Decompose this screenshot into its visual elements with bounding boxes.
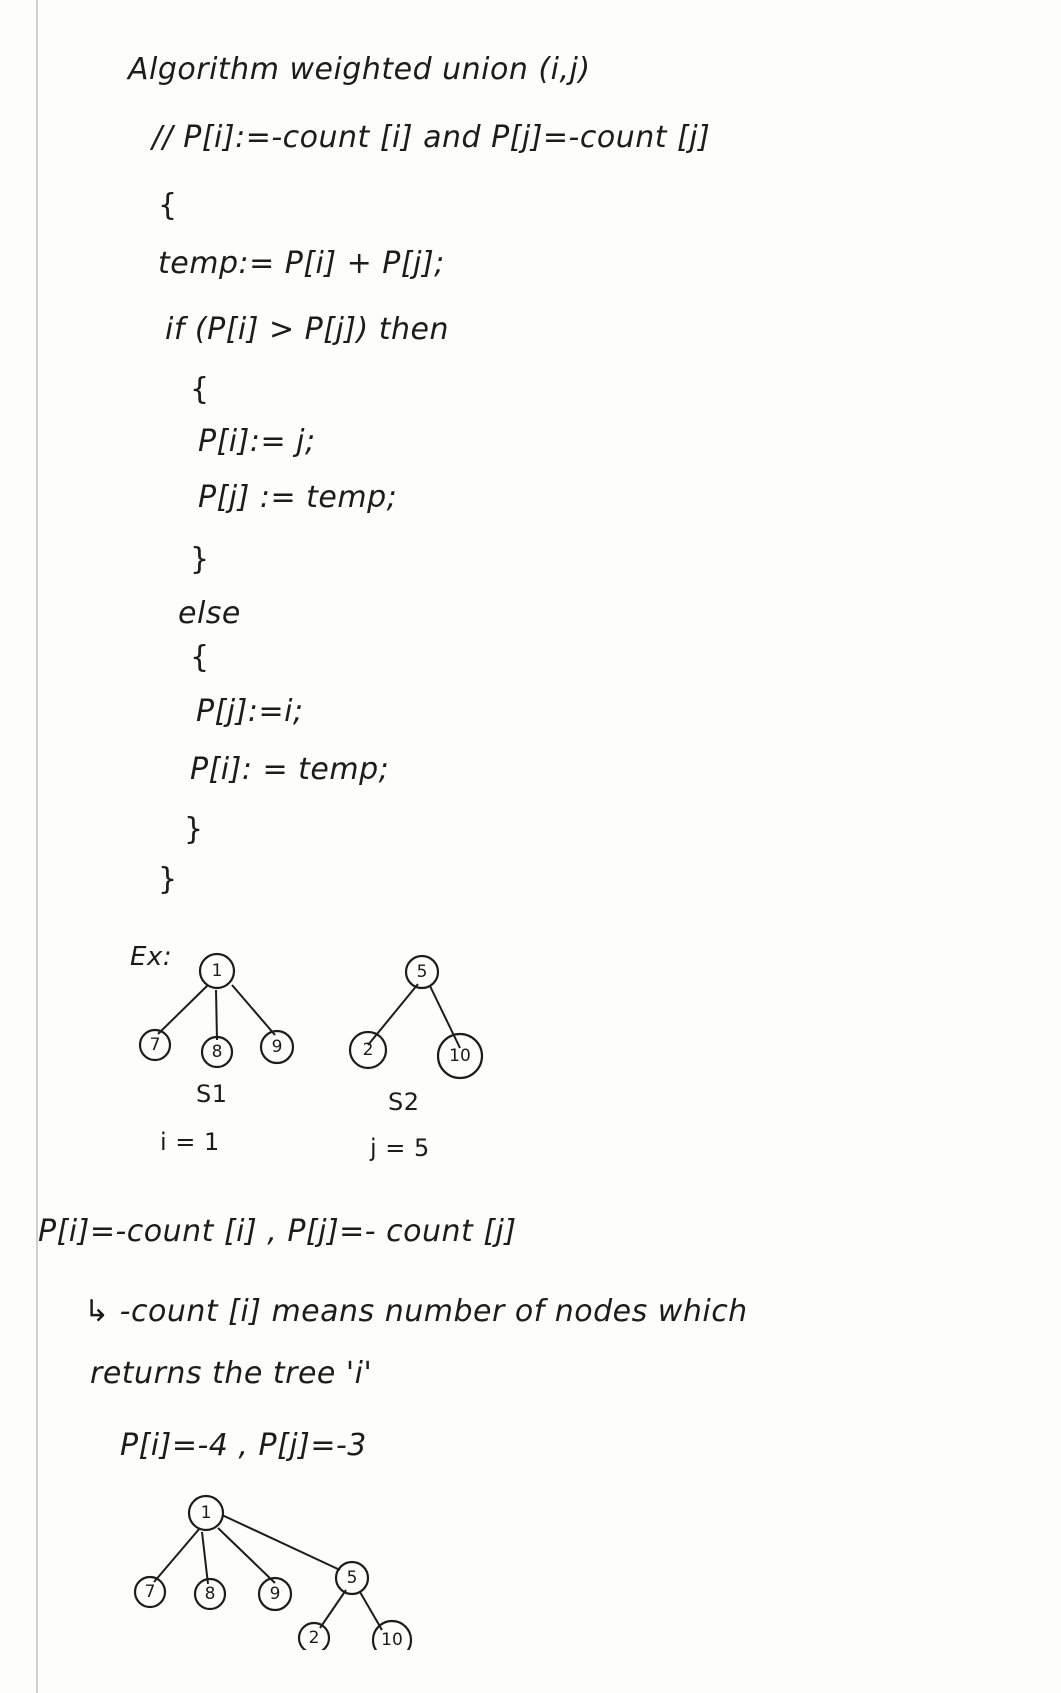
- tree1-root-node: [200, 954, 234, 988]
- tree2-root-label: 5: [416, 962, 428, 982]
- tree2-root-node: [406, 956, 438, 988]
- tree1-child-label: 8: [211, 1042, 223, 1062]
- open-brace: {: [158, 188, 178, 223]
- tree2-child-label: 2: [362, 1040, 374, 1060]
- else-keyword: else: [178, 596, 241, 631]
- if-condition: if (P[i] > P[j]) then: [165, 312, 450, 347]
- set-label-s2: S2: [388, 1088, 420, 1116]
- algorithm-comment: // P[i]:=-count [i] and P[j]=-count [j]: [152, 120, 711, 155]
- merged-child-label: 5: [346, 1568, 358, 1588]
- else-open-brace: {: [190, 640, 210, 675]
- merged-grandchild-node: [373, 1621, 411, 1650]
- edge-5-to-1: [222, 1515, 340, 1570]
- else-statement-2: P[i]: = temp;: [190, 752, 390, 787]
- tree1-child-label: 7: [149, 1035, 161, 1055]
- tree1-root-label: 1: [211, 961, 223, 981]
- edge-2-to-5: [320, 1590, 346, 1628]
- merged-tree: [120, 1480, 460, 1650]
- else-statement-1: P[j]:=i;: [196, 694, 304, 729]
- if-statement-2: P[j] := temp;: [198, 480, 398, 515]
- merged-child-node: [336, 1562, 368, 1594]
- tree2-child-node: [438, 1034, 482, 1078]
- merged-child-label: 8: [204, 1584, 216, 1604]
- merged-root-node: [189, 1496, 223, 1530]
- index-label-i: i = 1: [160, 1128, 220, 1156]
- merged-root-label: 1: [200, 1503, 212, 1523]
- tree1-child-label: 9: [271, 1037, 283, 1057]
- tree2-child-label: 10: [449, 1046, 471, 1066]
- example-trees: [120, 940, 520, 1080]
- edge-8-to-1: [216, 990, 217, 1040]
- merged-grandchild-node: [299, 1623, 329, 1650]
- tree2-child-node: [350, 1032, 386, 1068]
- if-open-brace: {: [190, 372, 210, 407]
- merged-grandchild-label: 2: [308, 1628, 320, 1648]
- merged-child-label: 9: [269, 1584, 281, 1604]
- temp-assignment: temp:= P[i] + P[j];: [158, 246, 445, 281]
- if-statement-1: P[i]:= j;: [198, 424, 316, 459]
- merged-child-label: 7: [144, 1582, 156, 1602]
- example-label: Ex:: [130, 942, 173, 972]
- count-meaning-continued: returns the tree 'i': [90, 1356, 373, 1391]
- index-label-j: j = 5: [370, 1134, 430, 1162]
- edge-7-to-1: [154, 1528, 200, 1582]
- algorithm-title: Algorithm weighted union (i,j): [128, 52, 591, 87]
- edge-9-to-1: [232, 985, 275, 1035]
- merged-child-node: [195, 1579, 225, 1609]
- else-close-brace: }: [184, 812, 204, 847]
- merged-grandchild-label: 10: [381, 1630, 403, 1650]
- count-meaning: ↳ -count [i] means number of nodes which: [84, 1294, 748, 1329]
- edge-7-to-1: [158, 985, 208, 1034]
- merged-child-node: [135, 1577, 165, 1607]
- edge-10-to-5: [360, 1592, 382, 1630]
- page-margin-line: [36, 0, 38, 1693]
- tree1-child-node: [202, 1037, 232, 1067]
- count-definition: P[i]=-count [i] , P[j]=- count [j]: [38, 1214, 517, 1249]
- set-label-s1: S1: [196, 1080, 228, 1108]
- tree1-child-node: [140, 1030, 170, 1060]
- edge-8-to-1: [202, 1532, 208, 1584]
- edge-2-to-5: [368, 984, 418, 1045]
- example-values: P[i]=-4 , P[j]=-3: [120, 1428, 367, 1463]
- if-close-brace: }: [190, 542, 210, 577]
- tree1-child-node: [261, 1031, 293, 1063]
- close-brace: }: [158, 862, 178, 897]
